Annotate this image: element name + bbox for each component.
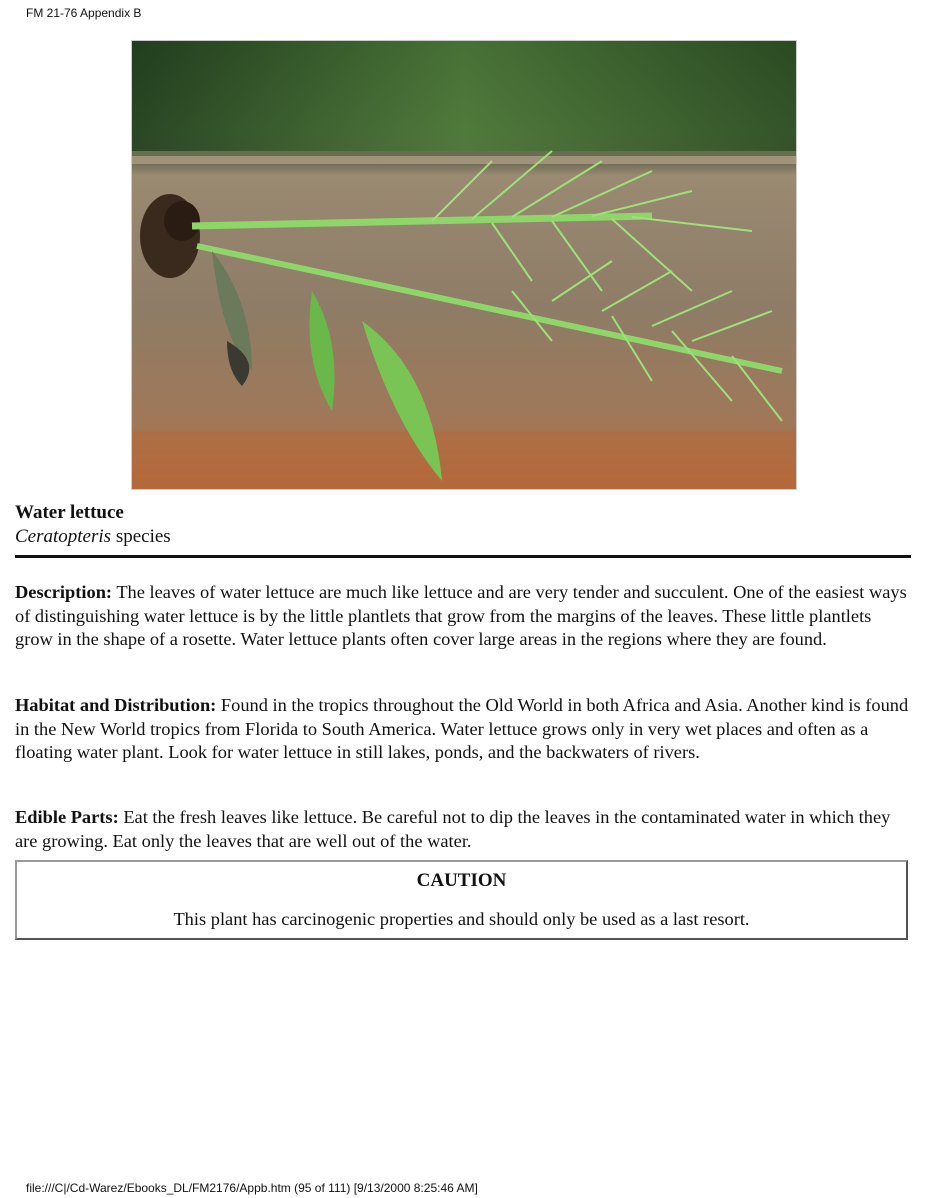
edible-parts-paragraph: [15, 806, 911, 853]
plant-scientific-name: [15, 526, 171, 548]
description-paragraph: [15, 581, 911, 652]
description-text: The leaves of water lettuce are much like lettuce and are very tender and succulent. One of the easiest ways of distinguishing water lettuce is by the little plantlets that grow from the margins of the leaves. These little plantlets grow in the shape of a rosette. Water lettuce plants often cover large areas in the regions where they are found.: [15, 582, 907, 649]
genus-name: Ceratopteris: [15, 526, 112, 547]
page-header: FM 21-76 Appendix B: [26, 6, 142, 20]
habitat-label: Habitat and Distribution:: [15, 695, 217, 715]
plant-photo: [131, 40, 797, 490]
page-footer: file:///C|/Cd-Warez/Ebooks_DL/FM2176/Appb.htm (95 of 111) [9/13/2000 8:25:46 AM]: [26, 1181, 478, 1195]
description-label: Description:: [15, 582, 113, 602]
plant-common-name: Water lettuce: [15, 502, 124, 523]
edible-parts-text: Eat the fresh leaves like lettuce. Be careful not to dip the leaves in the contaminated water in which they are growing. Eat only the leaves that are well out of the water.: [15, 807, 891, 851]
section-divider: [15, 555, 911, 558]
habitat-paragraph: [15, 694, 911, 765]
edible-parts-label: Edible Parts:: [15, 807, 119, 827]
species-word: species: [115, 526, 171, 547]
caution-box: [15, 860, 908, 940]
caution-text: This plant has carcinogenic properties and should only be used as a last resort.: [173, 909, 750, 929]
caution-title: CAUTION: [416, 870, 507, 891]
habitat-text: Found in the tropics throughout the Old World in both Africa and Asia. Another kind is found in the New World tropics from Florida to South America. Water lettuce grows only in very wet places and often as a floating water plant. Look for water lettuce in still lakes, ponds, and the backwaters of rivers.: [15, 695, 909, 762]
